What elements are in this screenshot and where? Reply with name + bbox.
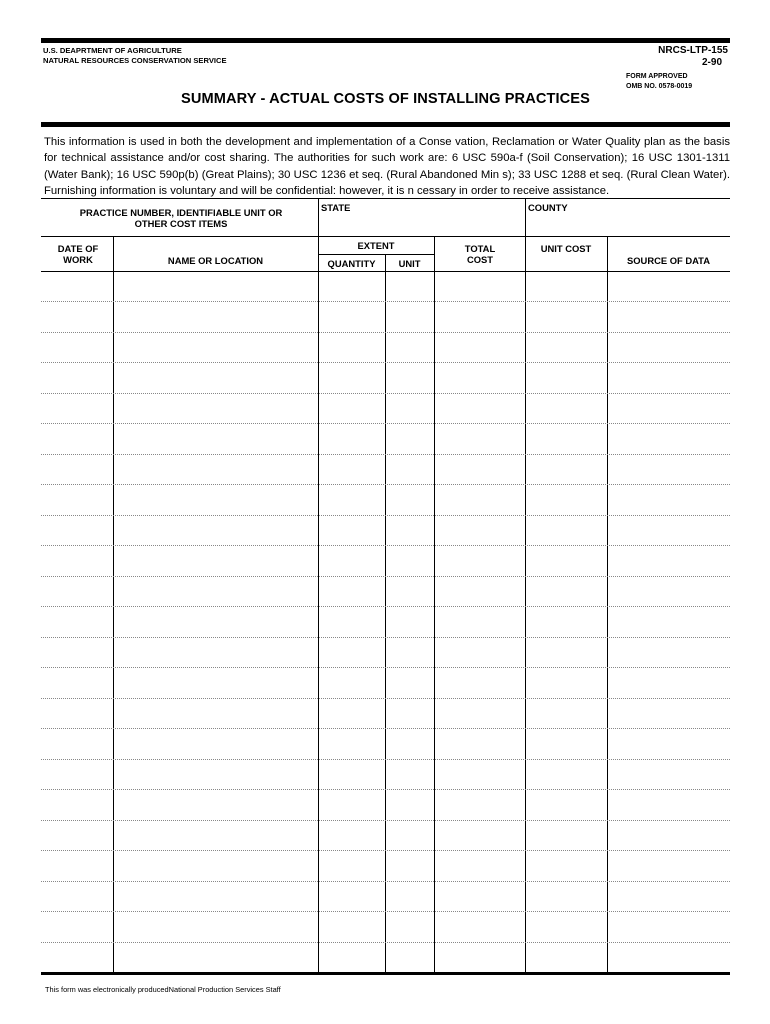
table-row [41,942,730,943]
table-row [41,820,730,821]
table-row [41,301,730,302]
table-row [41,454,730,455]
table-row [41,515,730,516]
col-line-date [113,236,114,972]
agency-block [43,46,227,66]
table-row [41,423,730,424]
state-left-border [318,198,319,236]
table-row [41,911,730,912]
quantity-header: QUANTITY [327,258,376,269]
col-line-name [318,236,319,972]
table-row [41,759,730,760]
table-row [41,881,730,882]
extent-header: EXTENT [357,240,395,251]
footer-note: This form was electronically producedNational Production Services Staff [45,985,281,994]
unit-cost-header: UNIT COST [540,243,592,254]
table-top-line [41,198,730,199]
name-header: NAME OR LOCATION [167,255,264,266]
table-row [41,393,730,394]
service-name: NATURAL RESOURCES CONSERVATION SERVICE [43,56,227,65]
table-row [41,576,730,577]
date-header: DATE OF WORK [57,243,99,265]
form-number: NRCS-LTP-155 [658,45,728,56]
top-rule [41,38,730,43]
table-row [41,667,730,668]
col-line-unitcost [607,236,608,972]
table-row [41,789,730,790]
county-header: COUNTY [528,202,568,213]
table-row [41,545,730,546]
table-row [41,728,730,729]
page-title: SUMMARY - ACTUAL COSTS OF INSTALLING PRACTICES [181,91,590,107]
intro-paragraph: This information is used in both the development and implementation of a Conse vation, Reclamation or Water Quality plan as the basis for technical assistance and/or cost sharing. The authorities for such work are: 6 USC 590a-f (Soil Conservation); 16 USC 1301-1311 (Water Bank); 16 USC 590p(b) (Great Plains); 30 USC 1236 et seq. (Rural Abandoned Min s); 33 USC 1288 et seq. (Rural Clean Water). Furnishing information is voluntary and will be confidential: however, it is n cessary in order to receive assistance. [44,136,730,197]
col-line-total [525,236,526,972]
practice-header: PRACTICE NUMBER, IDENTIFIABLE UNIT OR OTHER COST ITEMS [79,207,283,229]
unit-header: UNIT [398,258,421,269]
form-id-block [560,45,728,92]
table-row [41,362,730,363]
table-row [41,332,730,333]
title-rule [41,122,730,127]
extent-divider [318,254,434,255]
table-row [41,606,730,607]
state-header: STATE [321,202,351,213]
table-row [41,484,730,485]
table-row [41,637,730,638]
table-row [41,850,730,851]
county-left-border [525,198,526,236]
source-header: SOURCE OF DATA [627,255,710,266]
agency-name: U.S. DEAPRTMENT OF AGRICULTURE [43,46,182,55]
bottom-rule [41,972,730,975]
form-approved: FORM APPROVED [626,73,688,80]
table-row [41,698,730,699]
header-divider [41,236,730,237]
col-line-unit [434,236,435,972]
form-revision: 2-90 [701,57,722,68]
total-cost-header: TOTAL COST [464,243,496,265]
omb-number: OMB NO. 0578-0019 [626,83,693,90]
